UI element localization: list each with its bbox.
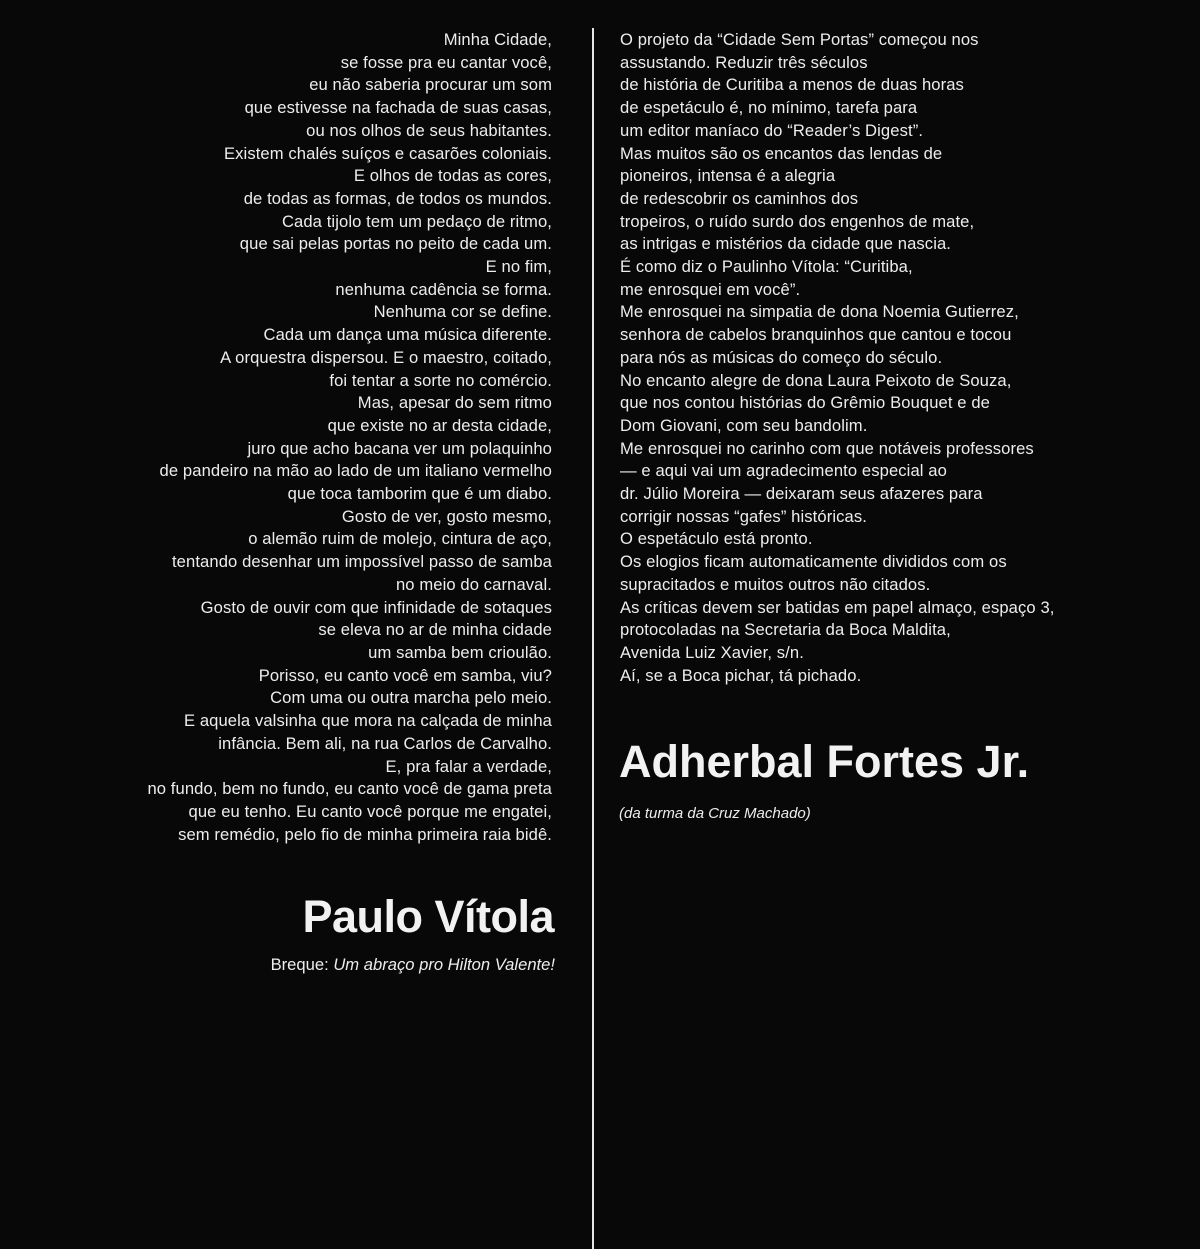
text-line: corrigir nossas “gafes” históricas. xyxy=(620,506,867,526)
left-column-poem xyxy=(20,29,552,846)
text-line: um editor maníaco do “Reader’s Digest”. xyxy=(620,120,924,140)
author-note-right: (da turma da Cruz Machado) xyxy=(619,805,811,822)
text-line: No encanto alegre de dona Laura Peixoto de Souza, xyxy=(620,370,1012,390)
poem-line: Gosto de ouvir com que infinidade de sotaques xyxy=(200,597,552,617)
text-line: protocoladas na Secretaria da Boca Maldita, xyxy=(620,620,951,640)
poem-line: um samba bem crioulão. xyxy=(368,642,552,662)
text-line: Avenida Luiz Xavier, s/n. xyxy=(620,642,804,662)
text-line: Os elogios ficam automaticamente divididos com os xyxy=(620,552,1007,572)
poem-line: E no fim, xyxy=(485,257,552,277)
poem-line: foi tentar a sorte no comércio. xyxy=(329,370,552,390)
text-line: me enrosquei em você”. xyxy=(620,279,801,299)
poem-line: de todas as formas, de todos os mundos. xyxy=(243,188,552,208)
poem-line: infância. Bem ali, na rua Carlos de Carvalho. xyxy=(218,733,552,753)
note-italic: Um abraço pro Hilton Valente! xyxy=(333,955,555,974)
author-note-left xyxy=(271,954,555,976)
text-line: de redescobrir os caminhos dos xyxy=(620,188,859,208)
poem-line: se eleva no ar de minha cidade xyxy=(318,620,552,640)
poem-line: Minha Cidade, xyxy=(443,30,552,49)
poem-line: que eu tenho. Eu canto você porque me engatei, xyxy=(188,801,552,821)
poem-line: Cada tijolo tem um pedaço de ritmo, xyxy=(281,211,552,231)
poem-line: Porisso, eu canto você em samba, viu? xyxy=(258,665,552,685)
poem-line: Mas, apesar do sem ritmo xyxy=(357,393,552,413)
poem-line: Cada um dança uma música diferente. xyxy=(263,325,552,345)
poem-line: que sai pelas portas no peito de cada um. xyxy=(239,234,552,254)
poem-line: que toca tamborim que é um diabo. xyxy=(287,484,552,504)
text-line: senhora de cabelos branquinhos que cantou e tocou xyxy=(620,325,1012,345)
text-line: que nos contou histórias do Grêmio Bouquet e de xyxy=(620,393,990,413)
poem-line: que estivesse na fachada de suas casas, xyxy=(244,98,552,118)
column-divider xyxy=(592,28,594,1249)
text-line: — e aqui vai um agradecimento especial ao xyxy=(620,461,947,481)
poem-line: que existe no ar desta cidade, xyxy=(327,415,552,435)
text-line: Me enrosquei na simpatia de dona Noemia Gutierrez, xyxy=(620,302,1019,322)
poem-line: eu não saberia procurar um som xyxy=(309,75,552,95)
text-line: de espetáculo é, no mínimo, tarefa para xyxy=(620,98,918,118)
text-line: É como diz o Paulinho Vítola: “Curitiba, xyxy=(620,257,913,277)
text-line: Aí, se a Boca pichar, tá pichado. xyxy=(620,665,862,685)
poem-line: juro que acho bacana ver um polaquinho xyxy=(247,438,552,458)
note-label: Breque: xyxy=(270,955,329,974)
text-line: Mas muitos são os encantos das lendas de xyxy=(620,143,943,163)
poem-line: nenhuma cadência se forma. xyxy=(335,279,552,299)
poem-line: Nenhuma cor se define. xyxy=(373,302,552,322)
text-line: O espetáculo está pronto. xyxy=(620,529,813,549)
text-line: O projeto da “Cidade Sem Portas” começou nos xyxy=(620,30,979,49)
poem-line: Gosto de ver, gosto mesmo, xyxy=(341,506,552,526)
poem-line: no meio do carnaval. xyxy=(395,574,552,594)
poem-line: E olhos de todas as cores, xyxy=(353,166,552,186)
right-column-text xyxy=(620,29,1180,687)
text-line: supracitados e muitos outros não citados. xyxy=(620,574,931,594)
text-line: para nós as músicas do começo do século. xyxy=(620,347,943,367)
poem-line: Com uma ou outra marcha pelo meio. xyxy=(270,688,552,708)
poem-line: ou nos olhos de seus habitantes. xyxy=(306,120,552,140)
poem-line: E aquela valsinha que mora na calçada de minha xyxy=(183,711,552,731)
text-line: assustando. Reduzir três séculos xyxy=(620,52,868,72)
poem-line: se fosse pra eu cantar você, xyxy=(340,52,552,72)
text-line: As críticas devem ser batidas em papel almaço, espaço 3, xyxy=(620,597,1055,617)
poem-line: E, pra falar a verdade, xyxy=(385,756,552,776)
text-line: pioneiros, intensa é a alegria xyxy=(620,166,836,186)
author-name-left: Paulo Vítola xyxy=(302,891,554,942)
text-line: Dom Giovani, com seu bandolim. xyxy=(620,415,868,435)
text-line: Me enrosquei no carinho com que notáveis professores xyxy=(620,438,1034,458)
poem-line: sem remédio, pelo fio de minha primeira raia bidê. xyxy=(178,824,552,844)
poem-line: o alemão ruim de molejo, cintura de aço, xyxy=(248,529,552,549)
author-name-right: Adherbal Fortes Jr. xyxy=(619,736,1030,787)
poem-line: de pandeiro na mão ao lado de um italiano vermelho xyxy=(159,461,552,481)
text-line: tropeiros, o ruído surdo dos engenhos de mate, xyxy=(620,211,975,231)
text-line: de história de Curitiba a menos de duas horas xyxy=(620,75,964,95)
poem-line: tentando desenhar um impossível passo de samba xyxy=(171,552,552,572)
poem-line: A orquestra dispersou. E o maestro, coitado, xyxy=(220,347,552,367)
poem-line: Existem chalés suíços e casarões coloniais. xyxy=(223,143,552,163)
poem-line: no fundo, bem no fundo, eu canto você de gama preta xyxy=(147,779,552,799)
text-line: dr. Júlio Moreira — deixaram seus afazeres para xyxy=(620,484,983,504)
text-line: as intrigas e mistérios da cidade que nascia. xyxy=(620,234,952,254)
